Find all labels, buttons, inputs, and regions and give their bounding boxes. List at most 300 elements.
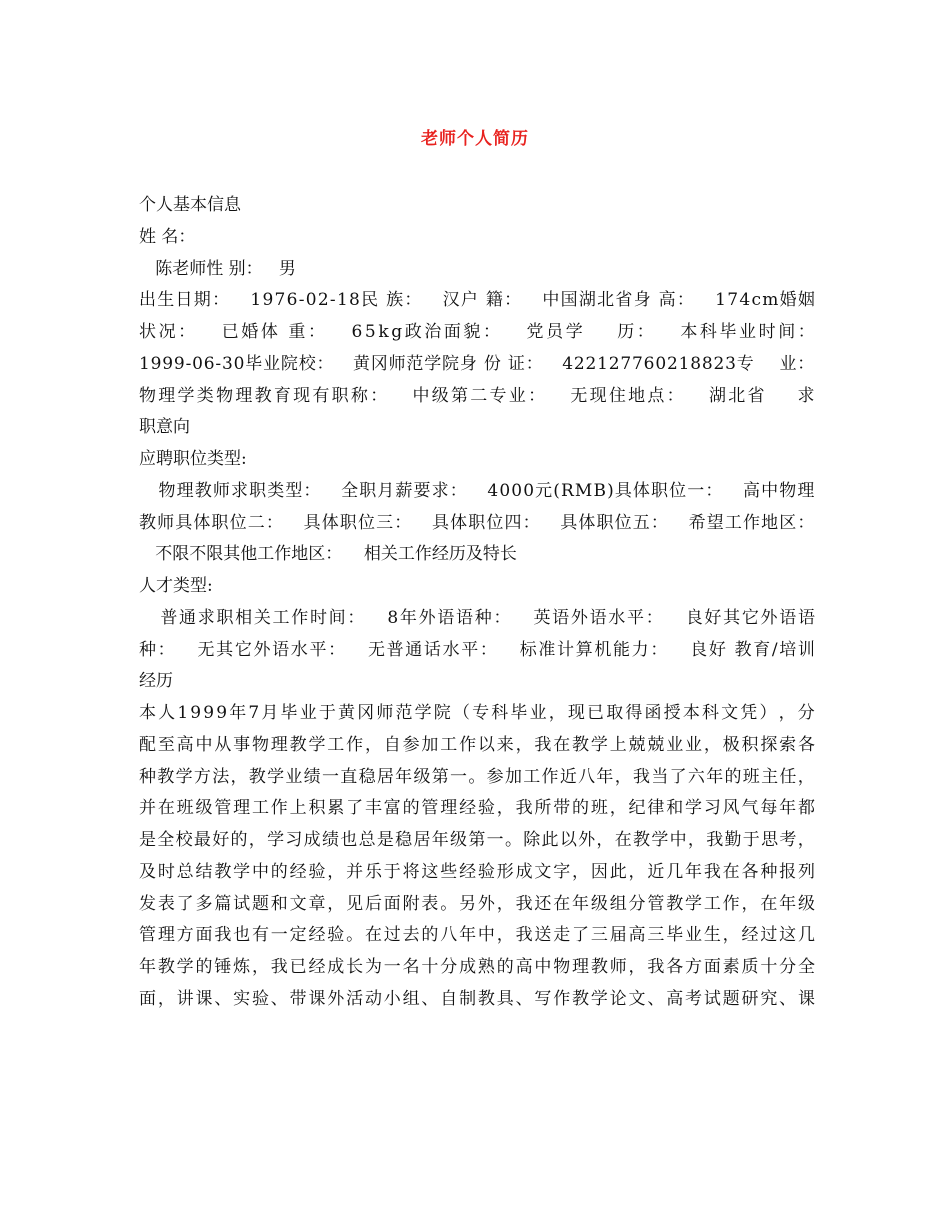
text-char: 学	[414, 703, 432, 723]
text-char	[526, 603, 531, 635]
text-char: 生	[157, 290, 175, 311]
text-char: 的	[402, 798, 420, 819]
text-char	[511, 317, 516, 349]
text-char: 中	[251, 861, 269, 882]
text-char: 方	[685, 957, 703, 977]
text-char: 职	[651, 480, 669, 501]
text-char: 届	[609, 925, 627, 946]
text-char: 带	[553, 798, 571, 819]
text-char: 质	[741, 957, 759, 977]
text-char: 教	[633, 830, 651, 850]
text-char: 学	[565, 322, 583, 342]
text-char: 学	[267, 830, 285, 850]
text-char: ，	[364, 734, 382, 755]
text-char: 形	[496, 861, 514, 882]
text-char: 了	[669, 766, 687, 787]
text-char: 具	[175, 512, 193, 533]
text-char: 作	[553, 988, 571, 1009]
text-char: 省	[747, 385, 765, 406]
text-char: 2	[608, 353, 620, 374]
text-char: 学	[267, 766, 285, 787]
text-char: 函	[644, 703, 662, 723]
text-char: 章	[308, 893, 326, 914]
text-char	[405, 381, 410, 413]
text-char: 8	[701, 353, 713, 374]
text-char: 全	[157, 830, 175, 850]
text-char: ，	[687, 830, 705, 850]
text-char: 专	[489, 385, 507, 406]
text-char: 冈	[357, 703, 375, 723]
text-char: 考	[685, 988, 703, 1009]
text-char: 经	[459, 798, 477, 819]
text-char: 点	[647, 385, 665, 406]
text-char: 中	[195, 734, 213, 755]
text-char: g	[391, 322, 403, 342]
text-char: 我	[534, 734, 552, 755]
text-char: ，	[572, 861, 590, 882]
text-char: 我	[270, 957, 288, 977]
text-char: 面	[383, 893, 401, 914]
text-char: 0	[499, 480, 511, 501]
text-char: 小	[383, 988, 401, 1009]
text-char: 习	[285, 830, 303, 850]
text-char: 论	[609, 988, 627, 1009]
text-char: 学	[175, 766, 193, 787]
text-char: 有	[312, 385, 330, 406]
text-char	[198, 317, 203, 349]
text-char: 业	[666, 734, 684, 755]
text-char: 任	[779, 766, 797, 787]
text-char: 相	[235, 607, 253, 628]
text-char	[773, 349, 778, 381]
text-char: 身	[459, 353, 477, 374]
text-char: 除	[523, 830, 541, 850]
text-char: 能	[613, 639, 630, 660]
text-char: 冈	[370, 353, 388, 374]
text-char: 关	[253, 607, 271, 628]
text-char: 一	[383, 957, 401, 977]
text-char: 事	[233, 734, 251, 755]
text-char: 各	[741, 861, 759, 882]
text-char: 省	[615, 290, 633, 311]
text-char: 称	[350, 385, 368, 406]
text-char	[556, 349, 561, 381]
text-char: 总	[176, 861, 194, 882]
text-char: 具	[303, 512, 321, 533]
text-char	[373, 603, 378, 635]
text-char: 于	[742, 830, 760, 850]
text-char: 将	[402, 861, 420, 882]
text-char: 三	[590, 925, 608, 946]
text-char: 工	[251, 798, 269, 819]
text-char: 工	[703, 893, 721, 914]
text-char: 是	[139, 830, 156, 850]
text-char	[244, 285, 249, 317]
text-char: 所	[534, 798, 552, 819]
text-char: 配	[139, 734, 156, 755]
text-char: 十	[760, 957, 778, 977]
text-char: -	[215, 353, 222, 374]
text-char: 的	[270, 861, 288, 882]
text-char: c	[751, 290, 761, 311]
text-char: ：	[650, 639, 668, 660]
text-char: 题	[722, 988, 740, 1009]
text-char: 本	[680, 322, 698, 342]
text-char: 业	[685, 734, 703, 755]
text-char: 主	[761, 766, 779, 787]
text-char: 分	[440, 957, 458, 977]
text-char: 后	[364, 893, 382, 914]
text-char: 高	[743, 480, 761, 501]
text-char: 此	[609, 861, 627, 882]
text-char	[379, 285, 384, 317]
text-char: 最	[193, 830, 211, 850]
text-char	[344, 317, 349, 349]
text-char	[335, 476, 340, 508]
text-char: 、	[647, 988, 665, 1009]
text-char: ：	[650, 512, 668, 533]
text-char: 理	[270, 734, 288, 755]
text-char: ：	[178, 322, 196, 342]
text-char: 在	[553, 734, 571, 755]
text-char: 全	[341, 480, 359, 501]
text-char: 业	[779, 353, 797, 374]
text-char: 种	[139, 766, 156, 787]
text-char: 积	[308, 798, 326, 819]
text-char: 二	[247, 512, 265, 533]
text-char: 文	[628, 988, 646, 1009]
text-char	[790, 381, 795, 413]
text-char: 第	[431, 766, 449, 787]
text-char: 总	[358, 830, 376, 850]
text-char: 师	[609, 957, 627, 977]
text-char: 语	[552, 607, 570, 628]
text-char: 体	[321, 512, 339, 533]
text-char: 各	[797, 734, 815, 755]
text-char: 求	[197, 607, 215, 628]
text-char: 中	[542, 290, 560, 311]
text-char: ：	[404, 290, 422, 311]
text-char: 通	[179, 607, 197, 628]
text-segment: 应聘职位类型:	[139, 449, 247, 469]
text-char: 验	[477, 861, 495, 882]
text-char: 姻	[797, 290, 815, 311]
text-char: 已	[289, 957, 307, 977]
text-char: 年	[399, 607, 417, 628]
text-char	[291, 508, 296, 540]
text-char: 湖	[708, 385, 726, 406]
text-char	[774, 381, 779, 413]
text-char	[737, 476, 742, 508]
text-char: 毕	[719, 322, 737, 342]
text-char: 级	[195, 798, 213, 819]
text-char: 在	[760, 893, 778, 914]
text-line	[139, 793, 815, 825]
text-char	[547, 381, 552, 413]
text-char	[761, 349, 766, 381]
text-char	[328, 317, 333, 349]
text-char: 管	[214, 798, 232, 819]
text-char	[554, 508, 559, 540]
text-char	[555, 381, 560, 413]
text-char: 外	[760, 607, 778, 628]
text-char	[730, 476, 735, 508]
text-char: 试	[233, 893, 251, 914]
text-char: 6	[203, 353, 215, 374]
text-char: 经	[308, 925, 326, 946]
text-char: 教	[157, 957, 175, 977]
text-char: 理	[176, 480, 194, 501]
text-char: ：	[504, 290, 522, 311]
text-char: ：	[394, 512, 412, 533]
text-char: 的	[724, 766, 742, 787]
text-char: 级	[590, 893, 608, 914]
text-char: 位	[229, 512, 247, 533]
text-char: 1	[678, 353, 690, 374]
text-char: 篇	[214, 893, 232, 914]
text-char	[468, 476, 473, 508]
text-char: ：	[797, 353, 815, 374]
text-char: 语	[589, 607, 607, 628]
text-char: ：	[522, 512, 540, 533]
text-char: 教	[572, 734, 590, 755]
text-char: ：	[528, 385, 546, 406]
text-char: 1	[250, 290, 262, 311]
text-char: 验	[327, 925, 345, 946]
text-char: 丰	[364, 798, 382, 819]
text-char: 高	[515, 957, 533, 977]
text-char: 教	[194, 480, 212, 501]
text-char: 语	[779, 607, 797, 628]
text-char: 无	[367, 639, 385, 660]
text-char: 体	[260, 322, 278, 342]
text-char	[767, 349, 772, 381]
text-char: 外	[253, 639, 271, 660]
text-char: m	[762, 290, 779, 311]
text-char: 育	[273, 385, 291, 406]
text-line	[139, 222, 815, 254]
text-char: 区	[779, 512, 797, 533]
text-char: 。	[346, 925, 364, 946]
text-char: 勤	[724, 830, 742, 850]
text-char: 些	[440, 861, 458, 882]
text-char: 管	[647, 893, 665, 914]
text-char: 并	[346, 861, 364, 882]
text-char: 黄	[352, 353, 370, 374]
text-char: 期	[193, 290, 211, 311]
text-char: 它	[741, 607, 759, 628]
text-char: ，	[778, 703, 796, 723]
text-char: ：	[676, 290, 694, 311]
text-char: 0	[655, 353, 667, 374]
text-char: 职	[211, 512, 229, 533]
text-char: 1	[177, 703, 189, 723]
text-segment: 人才类型:	[139, 576, 213, 596]
text-char: 第	[451, 385, 468, 406]
text-char: ，	[327, 893, 345, 914]
text-char: 稳	[395, 830, 413, 850]
text-char: 院	[280, 353, 298, 374]
text-char: 我	[214, 925, 232, 946]
text-char: 体	[578, 512, 596, 533]
text-char	[183, 635, 188, 667]
text-char: 科	[701, 703, 719, 723]
text-char	[672, 317, 677, 349]
text-char: 理	[572, 957, 590, 977]
text-line	[139, 571, 815, 603]
text-char: 职	[331, 385, 349, 406]
text-char: 在	[157, 798, 175, 819]
text-char: 好	[704, 607, 722, 628]
text-char: 分	[797, 703, 815, 723]
text-char: 2	[666, 353, 678, 374]
text-char: 汉	[442, 290, 460, 311]
text-char: 六	[687, 766, 705, 787]
text-char	[585, 317, 590, 349]
text-line	[139, 381, 815, 413]
text-char: 族	[386, 290, 404, 311]
text-char: 定	[289, 925, 307, 946]
text-char: 纪	[628, 798, 646, 819]
text-char	[686, 381, 691, 413]
text-char: 准	[538, 639, 556, 660]
text-char: 这	[421, 861, 439, 882]
text-char: -	[298, 290, 305, 311]
text-char: 学	[424, 353, 442, 374]
text-char: 范	[395, 703, 413, 723]
text-char: 思	[761, 830, 779, 850]
text-char: 9	[173, 353, 185, 374]
text-char: 年	[459, 925, 477, 946]
text-char: 作	[270, 798, 288, 819]
text-char: 以	[477, 734, 495, 755]
text-char	[366, 603, 371, 635]
text-char: ，	[496, 893, 514, 914]
text-char	[397, 381, 402, 413]
text-char	[522, 285, 527, 317]
text-char: 这	[779, 925, 797, 946]
text-char: 校	[298, 353, 316, 374]
text-char: 究	[760, 988, 778, 1009]
text-char: 政	[404, 322, 422, 342]
text-char	[669, 508, 674, 540]
text-char: 机	[594, 639, 612, 660]
text-char	[354, 635, 359, 667]
text-char: 中	[412, 385, 430, 406]
text-char: 十	[421, 957, 439, 977]
text-char: 因	[590, 861, 608, 882]
text-char: 的	[195, 957, 213, 977]
text-char	[341, 349, 346, 381]
text-char: 各	[666, 957, 684, 977]
text-char: 职	[339, 512, 357, 533]
text-char	[536, 285, 541, 317]
text-char: 律	[647, 798, 665, 819]
text-char: -	[185, 353, 192, 374]
text-char: 4	[562, 353, 574, 374]
text-char: ：	[636, 322, 654, 342]
text-char: ：	[493, 607, 511, 628]
text-char: 每	[760, 798, 778, 819]
text-char: ，	[515, 734, 533, 755]
text-line	[139, 285, 815, 317]
text-char: 工	[523, 766, 541, 787]
text-char: 中	[477, 925, 495, 946]
text-char: 学	[685, 893, 703, 914]
text-char: 外	[570, 607, 588, 628]
text-char: 累	[327, 798, 345, 819]
text-char: 班	[590, 798, 608, 819]
text-char: 于	[318, 703, 336, 723]
text-char: 7	[620, 353, 632, 374]
text-char: 的	[230, 830, 248, 850]
text-char: 近	[559, 766, 577, 787]
text-char: 科	[699, 322, 717, 342]
text-char: 的	[496, 957, 514, 977]
text-char	[176, 635, 181, 667]
text-char: 了	[346, 798, 364, 819]
text-char: ，	[596, 830, 614, 850]
text-char	[679, 603, 684, 635]
text-char: 位	[669, 480, 687, 501]
text-char: 其	[216, 639, 234, 660]
text-char: 题	[251, 893, 269, 914]
text-char: 标	[519, 639, 537, 660]
text-char: 积	[741, 734, 759, 755]
text-char: ：	[370, 385, 388, 406]
text-char: 年	[706, 766, 724, 787]
text-char: 索	[779, 734, 797, 755]
text-char: 经	[308, 957, 326, 977]
text-char: 附	[402, 893, 420, 914]
text-char: 课	[308, 988, 326, 1009]
text-char: 作	[541, 766, 559, 787]
text-char: 了	[572, 925, 590, 946]
text-char: ，	[548, 703, 566, 723]
text-char: 6	[351, 322, 363, 342]
text-char: 水	[442, 639, 460, 660]
text-char: 气	[741, 798, 759, 819]
text-char: 参	[486, 766, 504, 787]
text-char	[702, 285, 707, 317]
text-char: 工	[440, 734, 458, 755]
text-char: 一	[486, 830, 504, 850]
text-char: R	[561, 480, 574, 501]
text-char	[284, 508, 289, 540]
text-char: 语	[272, 639, 290, 660]
text-char: 重	[288, 322, 306, 342]
text-char: 文	[289, 893, 307, 914]
text-char: 0	[233, 353, 245, 374]
text-char: 几	[666, 861, 684, 882]
text-char: ）	[759, 703, 777, 723]
text-char: 通	[405, 639, 423, 660]
text-char	[656, 317, 661, 349]
text-char: ：	[645, 607, 663, 628]
text-char: 本	[139, 703, 156, 723]
text-char: 科	[491, 703, 509, 723]
text-char: 我	[647, 957, 665, 977]
text-char: 研	[741, 988, 759, 1009]
text-char: ：	[797, 512, 815, 533]
text-char: 体	[632, 480, 650, 501]
text-char: 状	[139, 322, 156, 342]
text-char: 我	[515, 925, 533, 946]
text-char: 高	[666, 988, 684, 1009]
text-char	[206, 317, 211, 349]
text-char: 语	[437, 607, 455, 628]
text-char: 我	[515, 798, 533, 819]
